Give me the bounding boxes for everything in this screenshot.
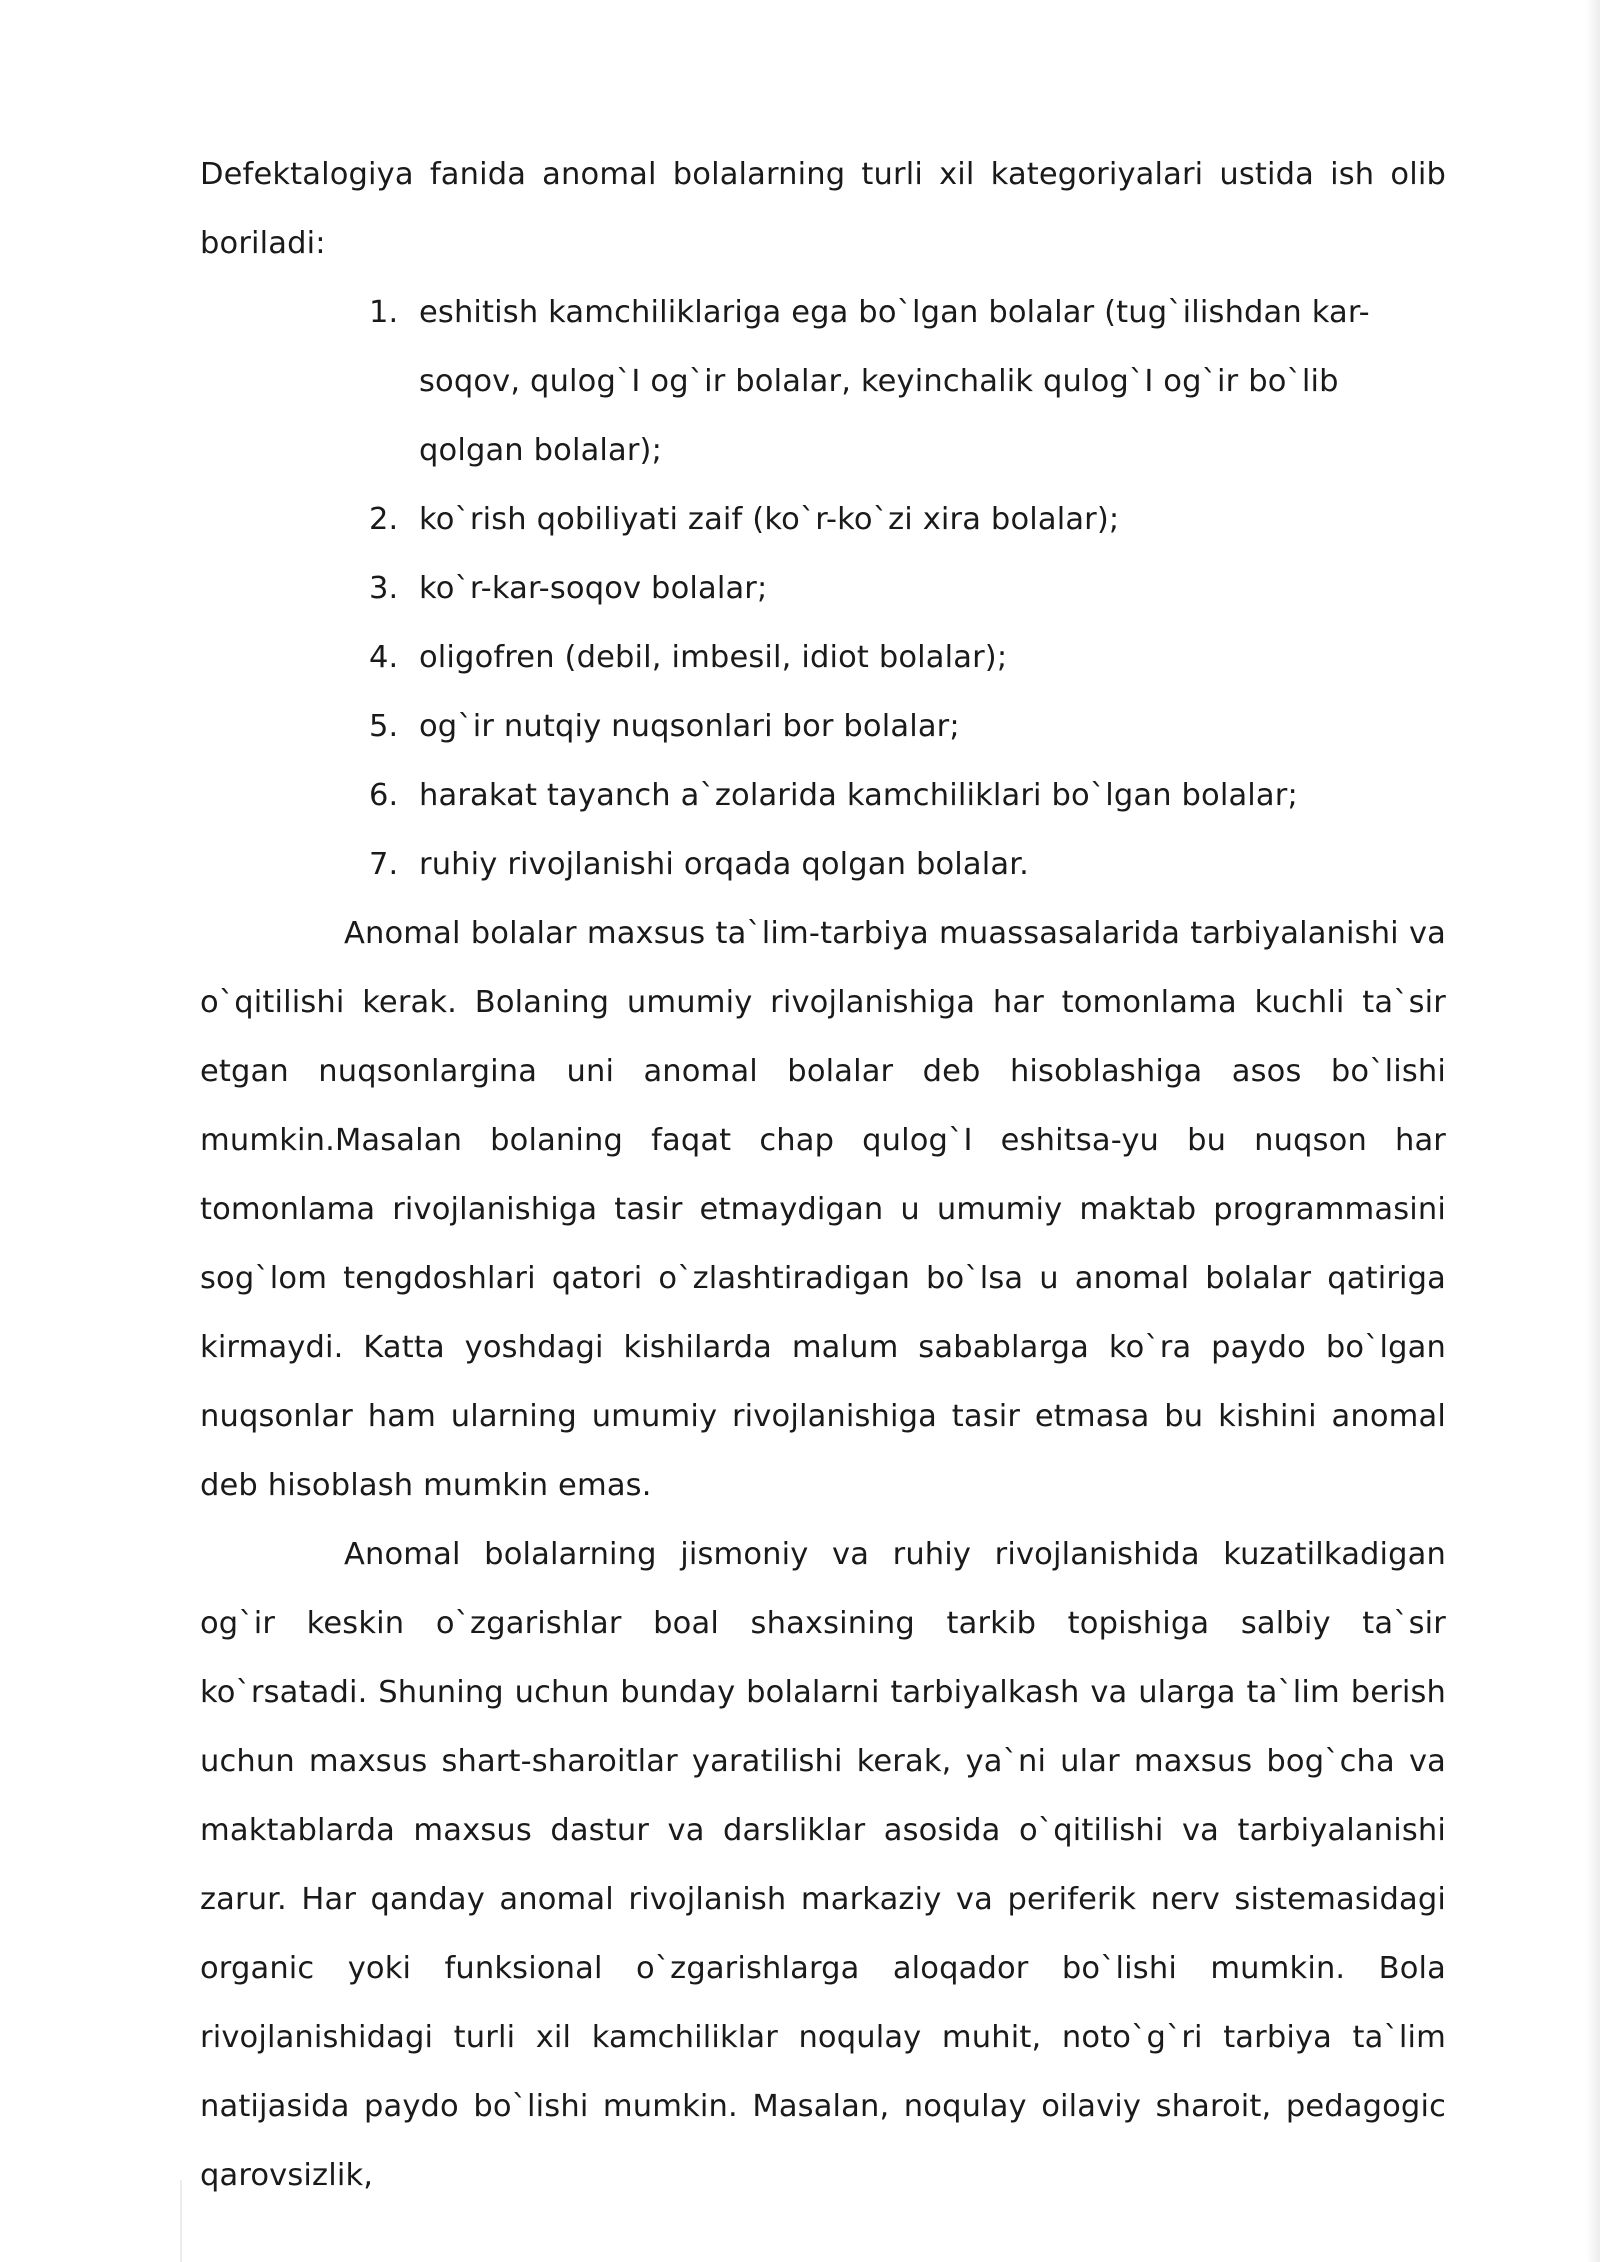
list-item-text: ko`rish qobiliyati zaif (ko`r-ko`zi xira bolalar); [419, 502, 1120, 537]
list-item-number: 2. [369, 502, 399, 537]
list-item-text: harakat tayanch a`zolarida kamchiliklari bo`lgan bolalar; [419, 778, 1298, 813]
list-item-text: oligofren (debil, imbesil, idiot bolalar); [419, 640, 1008, 675]
list-item-text: eshitish kamchiliklariga ega bo`lgan bolalar (tug`ilishdan kar-soqov, qulog`I og`ir bolalar, keyinchalik qulog`I og`ir bo`lib qolgan bolalar); [419, 295, 1370, 468]
document-body [200, 140, 1446, 2210]
body-paragraph: Anomal bolalarning jismoniy va ruhiy rivojlanishida kuzatilkadigan og`ir keskin o`zgarishlar boal shaxsining tarkib topishiga salbiy ta`sir ko`rsatadi. Shuning uchun bunday bolalarni tarbiyalkash va ularga ta`lim berish uchun maxsus shart-sharoitlar yaratilishi kerak, ya`ni ular maxsus bog`cha va maktablarda maxsus dastur va darsliklar asosida o`qitilishi va tarbiyalanishi zarur. Har qanday anomal rivojlanish markaziy va periferik nerv sistemasidagi organic yoki funksional o`zgarishlarga aloqador bo`lishi mumkin. Bola rivojlanishidagi turli xil kamchiliklar noqulay muhit, noto`g`ri tarbiya ta`lim natijasida paydo bo`lishi mumkin. Masalan, noqulay oilaviy sharoit, pedagogic qarovsizlik, [200, 1537, 1446, 2193]
list-item [200, 554, 1446, 623]
list-item [200, 761, 1446, 830]
list-item-text: ruhiy rivojlanishi orqada qolgan bolalar. [419, 847, 1029, 882]
list-item [200, 830, 1446, 899]
list-item-text: og`ir nutqiy nuqsonlari bor bolalar; [419, 709, 960, 744]
list-item-number: 7. [369, 847, 399, 882]
list-item [200, 623, 1446, 692]
list-item-number: 1. [369, 295, 399, 330]
list-item-text: ko`r-kar-soqov bolalar; [419, 571, 768, 606]
list-item-number: 5. [369, 709, 399, 744]
categories-list [200, 278, 1446, 899]
page-edge-shadow [1586, 0, 1600, 2262]
body-paragraph: Anomal bolalar maxsus ta`lim-tarbiya muassasalarida tarbiyalanishi va o`qitilishi kerak. Bolaning umumiy rivojlanishiga har tomonlama kuchli ta`sir etgan nuqsonlargina uni anomal bolalar deb hisoblashiga asos bo`lishi mumkin.Masalan bolaning faqat chap qulog`I eshitsa-yu bu nuqson har tomonlama rivojlanishiga tasir etmaydigan u umumiy maktab programmasini sog`lom tengdoshlari qatori o`zlashtiradigan bo`lsa u anomal bolalar qatiriga kirmaydi. Katta yoshdagi kishilarda malum sabablarga ko`ra paydo bo`lgan nuqsonlar ham ularning umumiy rivojlanishiga tasir etmasa bu kishini anomal deb hisoblash mumkin emas. [200, 916, 1446, 1503]
list-item-number: 6. [369, 778, 399, 813]
list-item [200, 278, 1446, 485]
list-item-number: 4. [369, 640, 399, 675]
list-item [200, 485, 1446, 554]
list-item [200, 692, 1446, 761]
page-edge-mark [180, 2180, 182, 2262]
intro-paragraph: Defektalogiya fanida anomal bolalarning turli xil kategoriyalari ustida ish olib boriladi: [200, 157, 1446, 261]
list-item-number: 3. [369, 571, 399, 606]
